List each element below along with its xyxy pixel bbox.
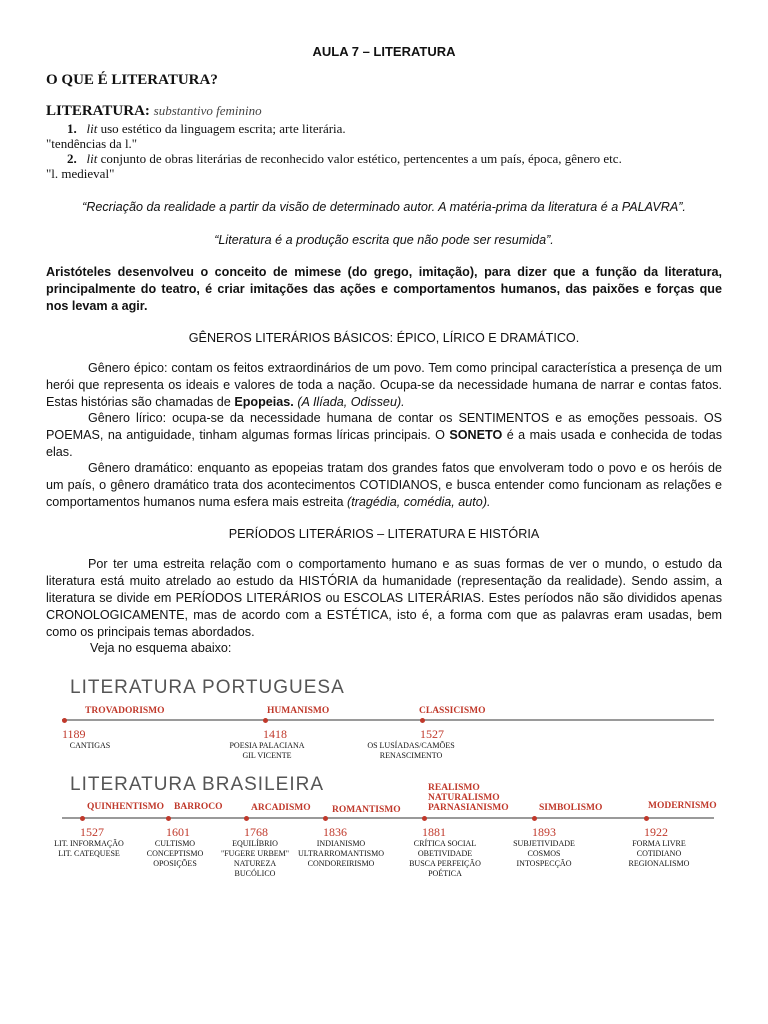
timeline-pt-caption-line: CANTIGAS [69,741,111,750]
timeline-pt-axis [62,719,714,721]
timeline-br-year: 1768 [244,825,268,839]
timeline-br-era-label: MODERNISMO [648,801,717,811]
timeline-br-caption-line: INTOSPECÇÃO [516,859,572,868]
sense-1-tag: lit [86,121,98,136]
timeline-br-year: 1893 [532,825,556,839]
timeline-br-caption-line: LIT. INFORMAÇÃO [54,839,124,848]
timeline-br-caption-line: INDIANISMO [316,839,366,848]
timeline-br-year: 1881 [422,825,446,839]
timeline-br-marker [644,816,649,821]
definition-pos: substantivo feminino [153,103,262,118]
sense-2-tag: lit [86,151,98,166]
sense-2 [67,151,622,167]
sense-2-text: conjunto de obras literárias de reconhecido valor estético, pertencentes a um país, época, gênero etc. [100,151,622,166]
sense-2-number: 2. [67,151,77,166]
timeline-pt-caption-line: OS LUSÍADAS/CAMÕES [367,741,455,750]
timeline-br-caption-line: ULTRARROMANTISMO [298,849,384,858]
timeline-pt-caption [351,741,471,761]
genero-epico-paragraph [46,360,722,411]
timeline-br-era-label: QUINHENTISMO [87,802,165,812]
question-heading: O QUE É LITERATURA? [46,72,218,88]
timeline-br-caption-line: REGIONALISMO [628,859,690,868]
timeline-pt-marker [263,718,268,723]
example-2: "l. medieval" [46,166,115,181]
timeline-br-era-label: ROMANTISMO [332,805,401,815]
timeline-br-caption-line: COTIDIANO [636,849,682,858]
timeline-br-marker [166,816,171,821]
timeline-br-marker [244,816,249,821]
timeline-br-caption-line: OPOSIÇÕES [153,859,197,868]
timeline-br-caption [281,839,401,869]
timeline-br-caption-line: BUSCA PERFEIÇÃO [409,859,481,868]
sense-1-number: 1. [67,121,77,136]
timeline-br-caption-line: EQUILÍBRIO [232,839,278,848]
timeline-br-caption-line: POÉTICA [428,869,462,878]
genero-lirico-paragraph [46,410,722,461]
timeline-br-caption-line: COSMOS [527,849,561,858]
timeline-pt-caption-line: GIL VICENTE [242,751,292,760]
timeline-pt-era-label: CLASSICISMO [419,706,486,716]
genero-epico-label: Gênero épico: [88,361,168,375]
timeline-pt-caption-line: RENASCIMENTO [379,751,443,760]
timeline-br-era-label: BARROCO [174,802,223,812]
timeline-br-era-label: SIMBOLISMO [539,803,603,813]
timeline-br-caption-line: CRÍTICA SOCIAL [413,839,477,848]
timeline-br-era-label: REALISMO NATURALISMO PARNASIANISMO [428,783,509,813]
timeline-pt-heading: LITERATURA PORTUGUESA [70,677,345,698]
timeline-br-caption-line: CONCEPTISMO [146,849,204,858]
timeline-pt-era-label: HUMANISMO [267,706,330,716]
sense-1 [67,121,346,137]
genero-lirico-text: ocupa-se da necessidade humana de contar os SENTIMENTOS e as emoções pessoais. OS POEMAS, na antiguidade, tinham algumas formas líricas principais. O [46,411,723,442]
aristoteles-paragraph: Aristóteles desenvolveu o conceito de mimese (do grego, imitação), para dizer que a função da literatura, principalmente do teatro, é criar imitações das ações e comportamentos humanos, das paixões e forças que nos levam a agir. [46,265,722,313]
periodos-heading: PERÍODOS LITERÁRIOS – LITERATURA E HISTÓRIA [228,527,540,541]
example-1: "tendências da l." [46,136,138,151]
timeline-pt-year: 1418 [263,727,287,741]
definition-line [46,103,262,120]
timeline-br-caption [599,839,719,869]
quote-2: “Literatura é a produção escrita que não pode ser resumida”. [214,233,554,247]
sense-1-text: uso estético da linguagem escrita; arte literária. [100,121,346,136]
genero-epico-bold: Epopeias. [234,395,294,409]
genero-lirico-label: Gênero lírico: [88,411,167,425]
genero-lirico-bold: SONETO [449,428,503,442]
definition-word: LITERATURA: [46,103,150,119]
timeline-br-year: 1527 [80,825,104,839]
timeline-br-marker [422,816,427,821]
timeline-br-marker [532,816,537,821]
timeline-pt-marker [420,718,425,723]
genero-dramatico-label: Gênero dramático: [88,461,194,475]
timeline-br-caption-line: LIT. CATEQUESE [58,849,120,858]
generos-heading: GÊNEROS LITERÁRIOS BÁSICOS: ÉPICO, LÍRICO E DRAMÁTICO. [188,331,580,345]
timeline-br-year: 1601 [166,825,190,839]
timeline-br-year: 1922 [644,825,668,839]
veja-text: Veja no esquema abaixo: [90,641,232,655]
timeline-br-caption-line: BUCÓLICO [234,869,276,878]
timeline-br-caption-line: OBETIVIDADE [417,849,473,858]
genero-lirico-end: é a mais usada e conhecida de todas elas. [46,428,723,459]
genero-epico-examples: (A Ilíada, Odisseu). [297,395,405,409]
timeline-br-caption-line: "FUGERE URBEM" [220,849,290,858]
quote-1: “Recriação da realidade a partir da visão de determinado autor. A matéria-prima da literatura é a PALAVRA”. [82,200,686,214]
genero-dramatico-text: enquanto as epopeias tratam dos grandes fatos que envolveram todo o povo e os heróis de um país, o gênero dramático trata dos acontecimentos COTIDIANOS, e busca entender como funcionam as relações e comportamentos humanos numa esfera mais estreita [46,461,723,509]
timeline-br-year: 1836 [323,825,347,839]
timeline-pt-caption [207,741,327,761]
timeline-br-caption [484,839,604,869]
timeline-br-caption-line: FORMA LIVRE [632,839,686,848]
timeline-pt-marker [62,718,67,723]
timeline-br-caption-line: CONDOREIRISMO [307,859,375,868]
timeline-br-caption-line: SUBJETIVIDADE [513,839,575,848]
page-title: AULA 7 – LITERATURA [312,44,456,59]
timeline-pt-era-label: TROVADORISMO [85,706,165,716]
timeline-pt-year: 1527 [420,727,444,741]
periodos-paragraph: Por ter uma estreita relação com o comportamento humano e as suas formas de ver o mundo, o estudo da literatura está muito atrelado ao estudo da HISTÓRIA da humanidade (representação da realidade). Sendo assim, a literatura se divide em PERÍODOS LITERÁRIOS ou ESCOLAS LITERÁRIAS. Estes períodos não são divididos apenas CRONOLOGICAMENTE, mas de acordo com a ESTÉTICA, isto é, a forma com que as palavras eram usadas, bem como os principais temas abordados. [46,557,722,639]
genero-epico-text: contam os feitos extraordinários de um povo. Tem como principal característica a presença de um herói que representa os ideais e valores de toda a nação. Ocupa-se da necessidade humana de narrar e contas fatos. Estas histórias são chamadas de [46,361,722,409]
timeline-pt-caption [30,741,150,751]
timeline-br-caption-line: CULTISMO [154,839,196,848]
timeline-br-marker [323,816,328,821]
timeline-br-axis [62,817,714,819]
timeline-pt-caption-line: POESIA PALACIANA [229,741,305,750]
timeline-br-caption-line: NATUREZA [233,859,277,868]
genero-dramatico-paragraph [46,460,722,511]
timeline-pt-year: 1189 [62,727,86,741]
genero-dramatico-examples: (tragédia, comédia, auto). [347,495,491,509]
timeline-br-heading: LITERATURA BRASILEIRA [70,774,324,795]
timeline-br-era-label: ARCADISMO [251,803,311,813]
timeline-br-marker [80,816,85,821]
